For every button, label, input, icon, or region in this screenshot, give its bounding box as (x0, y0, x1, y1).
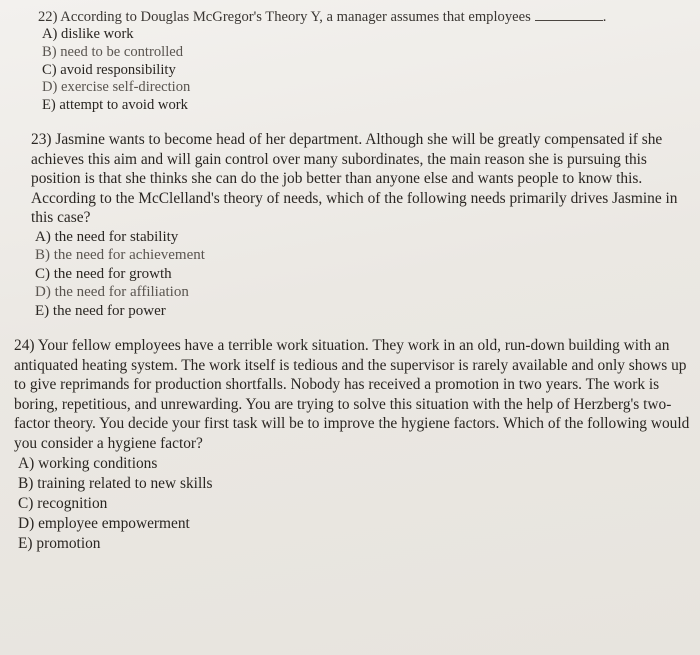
option-b: B) need to be controlled (42, 43, 184, 60)
question-23 (31, 130, 681, 320)
option-list (14, 454, 694, 554)
question-stem: 24) Your fellow employees have a terrible work situation. They work in an old, run-down building with an antiquated heating system. The work itself is tedious and the supervisor is rarely available and only shows up to give reprimands for production shortfalls. Nobody has received a promotion in two years. The work is boring, repetitious, and unrewarding. You are trying to solve this situation with the help of Herzberg's two-factor theory. You decide your first task will be to improve the hygiene factors. Which of the following would you consider a hygiene factor? (14, 337, 690, 452)
option-d: D) employee empowerment (18, 514, 190, 532)
option-e: E) the need for power (35, 302, 166, 319)
option-d: D) the need for affiliation (35, 284, 189, 301)
question-stem: 23) Jasmine wants to become head of her department. Although she will be greatly compensated if she achieves this aim and will gain control over many subordinates, the main reason she is pursuing this position is that she thinks she can do the job better than anyone else and wants people to know this. According to the McClelland's theory of needs, which of the following needs primarily drives Jasmine in this case? (31, 131, 678, 226)
option-list (31, 228, 681, 321)
option-b: B) training related to new skills (18, 474, 213, 492)
question-24 (14, 336, 694, 554)
option-b: B) the need for achievement (35, 247, 205, 264)
option-a: A) dislike work (42, 26, 134, 42)
question-stem (38, 8, 678, 26)
option-e: E) attempt to avoid work (42, 97, 188, 114)
option-d: D) exercise self-direction (42, 79, 191, 96)
option-c: C) recognition (18, 494, 108, 512)
option-list (38, 26, 678, 115)
option-a: A) the need for stability (35, 228, 179, 245)
question-22 (38, 8, 678, 115)
option-e: E) promotion (18, 534, 101, 552)
option-c: C) avoid responsibility (42, 61, 176, 78)
question-stem-end: . (602, 9, 607, 25)
option-c: C) the need for growth (35, 265, 172, 282)
option-a: A) working conditions (18, 454, 158, 472)
answer-blank (535, 8, 603, 21)
question-stem-text: 22) According to Douglas McGregor's Theory Y, a manager assumes that employees (38, 9, 531, 25)
